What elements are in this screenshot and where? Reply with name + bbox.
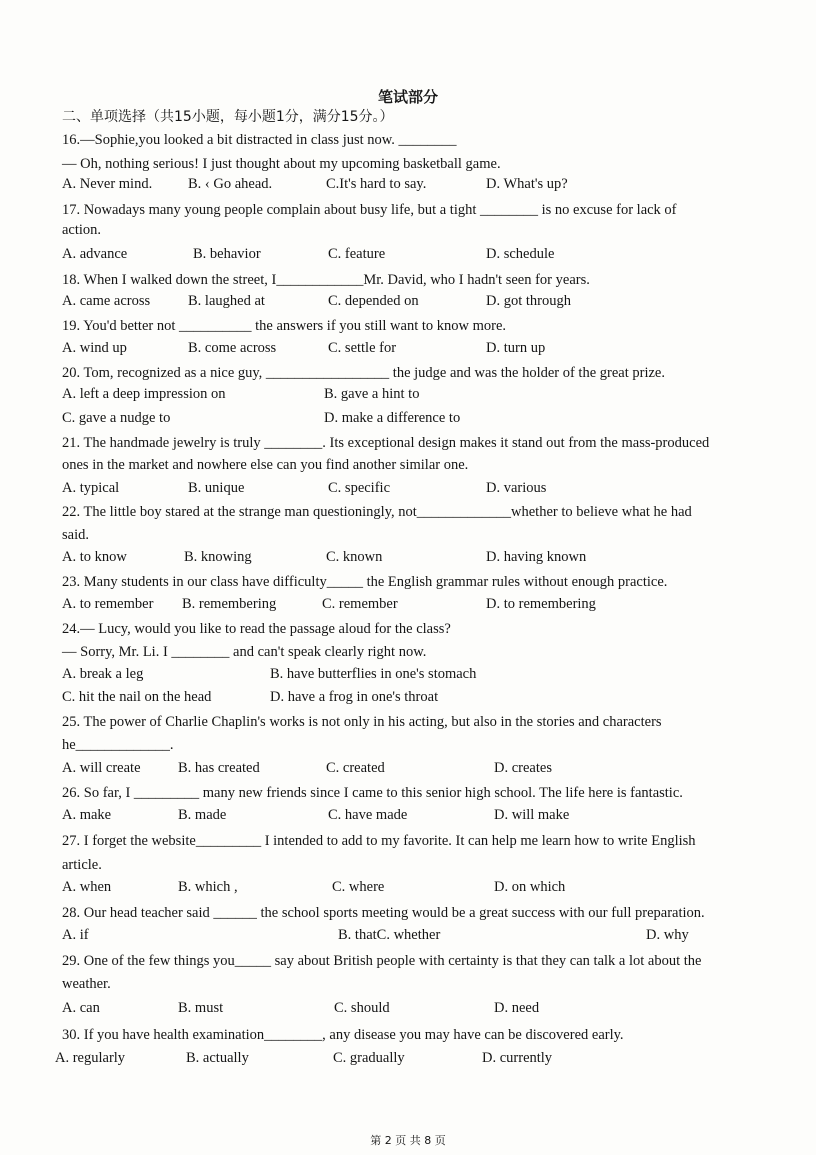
q22-option-b: B. knowing bbox=[184, 549, 252, 565]
q28-option-d: D. why bbox=[646, 927, 689, 943]
q29-option-b: B. must bbox=[178, 1000, 224, 1016]
q28-option-a: A. if bbox=[62, 927, 89, 943]
q19-option-b: B. come across bbox=[188, 340, 277, 356]
q17-option-b: B. behavior bbox=[193, 246, 261, 262]
q22-option-c: C. known bbox=[326, 549, 383, 565]
q25-stem-cont: he_____________. bbox=[62, 737, 174, 753]
q22-option-a: A. to know bbox=[62, 549, 127, 565]
q24-option-d: D. have a frog in one's throat bbox=[270, 689, 439, 705]
q30-option-a: A. regularly bbox=[55, 1050, 126, 1066]
q22-stem-cont: said. bbox=[62, 527, 89, 543]
q27-option-b: B. which , bbox=[178, 879, 238, 895]
q30-option-d: D. currently bbox=[482, 1050, 553, 1066]
q25-option-c: C. created bbox=[326, 760, 385, 776]
q24-option-b: B. have butterflies in one's stomach bbox=[270, 666, 477, 682]
q20-option-a: A. left a deep impression on bbox=[62, 386, 226, 402]
q28-stem: 28. Our head teacher said ______ the school sports meeting would be a great success with our full preparation. bbox=[62, 905, 705, 921]
q18-option-a: A. came across bbox=[62, 293, 151, 309]
q20-option-d: D. make a difference to bbox=[324, 410, 461, 426]
q16-option-d: D. What's up? bbox=[486, 176, 568, 192]
q18-stem: 18. When I walked down the street, I____________Mr. David, who I hadn't seen for years. bbox=[62, 272, 590, 288]
q18-option-c: C. depended on bbox=[328, 293, 419, 309]
q17-option-d: D. schedule bbox=[486, 246, 555, 262]
q21-option-b: B. unique bbox=[188, 480, 245, 496]
page-footer: 第 2 页 共 8 页 bbox=[370, 1134, 446, 1147]
q17-stem-cont: action. bbox=[62, 222, 102, 238]
q20-option-b: B. gave a hint to bbox=[324, 386, 420, 402]
q30-option-b: B. actually bbox=[186, 1050, 249, 1066]
q29-option-a: A. can bbox=[62, 1000, 100, 1016]
q26-option-b: B. made bbox=[178, 807, 227, 823]
q21-option-d: D. various bbox=[486, 480, 547, 496]
q16-option-a: A. Never mind. bbox=[62, 176, 153, 192]
q27-stem: 27. I forget the website_________ I intended to add to my favorite. It can help me learn how to write English bbox=[62, 833, 696, 849]
q29-stem: 29. One of the few things you_____ say about British people with certainty is that they can talk a lot about the bbox=[62, 953, 702, 969]
q19-option-d: D. turn up bbox=[486, 340, 546, 356]
q23-option-c: C. remember bbox=[322, 596, 398, 612]
q26-option-a: A. make bbox=[62, 807, 112, 823]
q20-stem: 20. Tom, recognized as a nice guy, _________________ the judge and was the holder of the great prize. bbox=[62, 365, 665, 381]
q29-stem-cont: weather. bbox=[62, 976, 111, 992]
section-heading: 二、单项选择（共15小题，每小题1分，满分15分。） bbox=[62, 109, 394, 125]
q29-option-d: D. need bbox=[494, 1000, 540, 1016]
q25-option-a: A. will create bbox=[62, 760, 141, 776]
page-title: 笔试部分 bbox=[377, 88, 438, 106]
q19-option-a: A. wind up bbox=[62, 340, 127, 356]
q18-option-d: D. got through bbox=[486, 293, 571, 309]
q25-option-d: D. creates bbox=[494, 760, 552, 776]
q16-stem-cont: — Oh, nothing serious! I just thought about my upcoming basketball game. bbox=[62, 156, 501, 172]
q19-option-c: C. settle for bbox=[328, 340, 397, 356]
q16-option-b: B. ‹ Go ahead. bbox=[188, 176, 273, 192]
q27-option-c: C. where bbox=[332, 879, 385, 895]
q17-option-c: C. feature bbox=[328, 246, 386, 262]
q17-option-a: A. advance bbox=[62, 246, 128, 262]
q17-stem: 17. Nowadays many young people complain about busy life, but a tight ________ is no excuse for lack of bbox=[62, 202, 677, 218]
q25-option-b: B. has created bbox=[178, 760, 260, 776]
q30-stem: 30. If you have health examination________, any disease you may have can be discovered early. bbox=[62, 1027, 624, 1043]
q21-stem-cont: ones in the market and nowhere else can you find another similar one. bbox=[62, 457, 469, 473]
q18-option-b: B. laughed at bbox=[188, 293, 265, 309]
q20-option-c: C. gave a nudge to bbox=[62, 410, 171, 426]
q26-option-c: C. have made bbox=[328, 807, 408, 823]
q16-option-c: C.It's hard to say. bbox=[326, 176, 427, 192]
q30-option-c: C. gradually bbox=[333, 1050, 405, 1066]
q21-option-c: C. specific bbox=[328, 480, 391, 496]
q25-stem: 25. The power of Charlie Chaplin's works is not only in his acting, but also in the stories and characters bbox=[62, 714, 662, 730]
q21-stem: 21. The handmade jewelry is truly ________. Its exceptional design makes it stand out from the mass-produced bbox=[62, 435, 710, 451]
q24-option-c: C. hit the nail on the head bbox=[62, 689, 212, 705]
q27-option-d: D. on which bbox=[494, 879, 566, 895]
q24-stem: 24.— Lucy, would you like to read the passage aloud for the class? bbox=[62, 621, 451, 637]
q22-option-d: D. having known bbox=[486, 549, 587, 565]
q21-option-a: A. typical bbox=[62, 480, 120, 496]
q28-option-bc: B. thatC. whether bbox=[338, 927, 441, 943]
q27-option-a: A. when bbox=[62, 879, 112, 895]
q19-stem: 19. You'd better not __________ the answers if you still want to know more. bbox=[62, 318, 507, 334]
q23-stem: 23. Many students in our class have difficulty_____ the English grammar rules without enough practice. bbox=[62, 574, 668, 590]
q24-option-a: A. break a leg bbox=[62, 666, 144, 682]
q23-option-d: D. to remembering bbox=[486, 596, 596, 612]
q16-stem: 16.—Sophie,you looked a bit distracted in class just now. ________ bbox=[62, 132, 457, 148]
q27-stem-cont: article. bbox=[62, 857, 102, 873]
q26-option-d: D. will make bbox=[494, 807, 570, 823]
q23-option-a: A. to remember bbox=[62, 596, 154, 612]
q26-stem: 26. So far, I _________ many new friends since I came to this senior high school. The life here is fantastic. bbox=[62, 785, 683, 801]
q23-option-b: B. remembering bbox=[182, 596, 277, 612]
q22-stem: 22. The little boy stared at the strange man questioningly, not_____________whether to believe what he had bbox=[62, 504, 692, 520]
q24-stem-cont: — Sorry, Mr. Li. I ________ and can't speak clearly right now. bbox=[62, 644, 427, 660]
q29-option-c: C. should bbox=[334, 1000, 390, 1016]
